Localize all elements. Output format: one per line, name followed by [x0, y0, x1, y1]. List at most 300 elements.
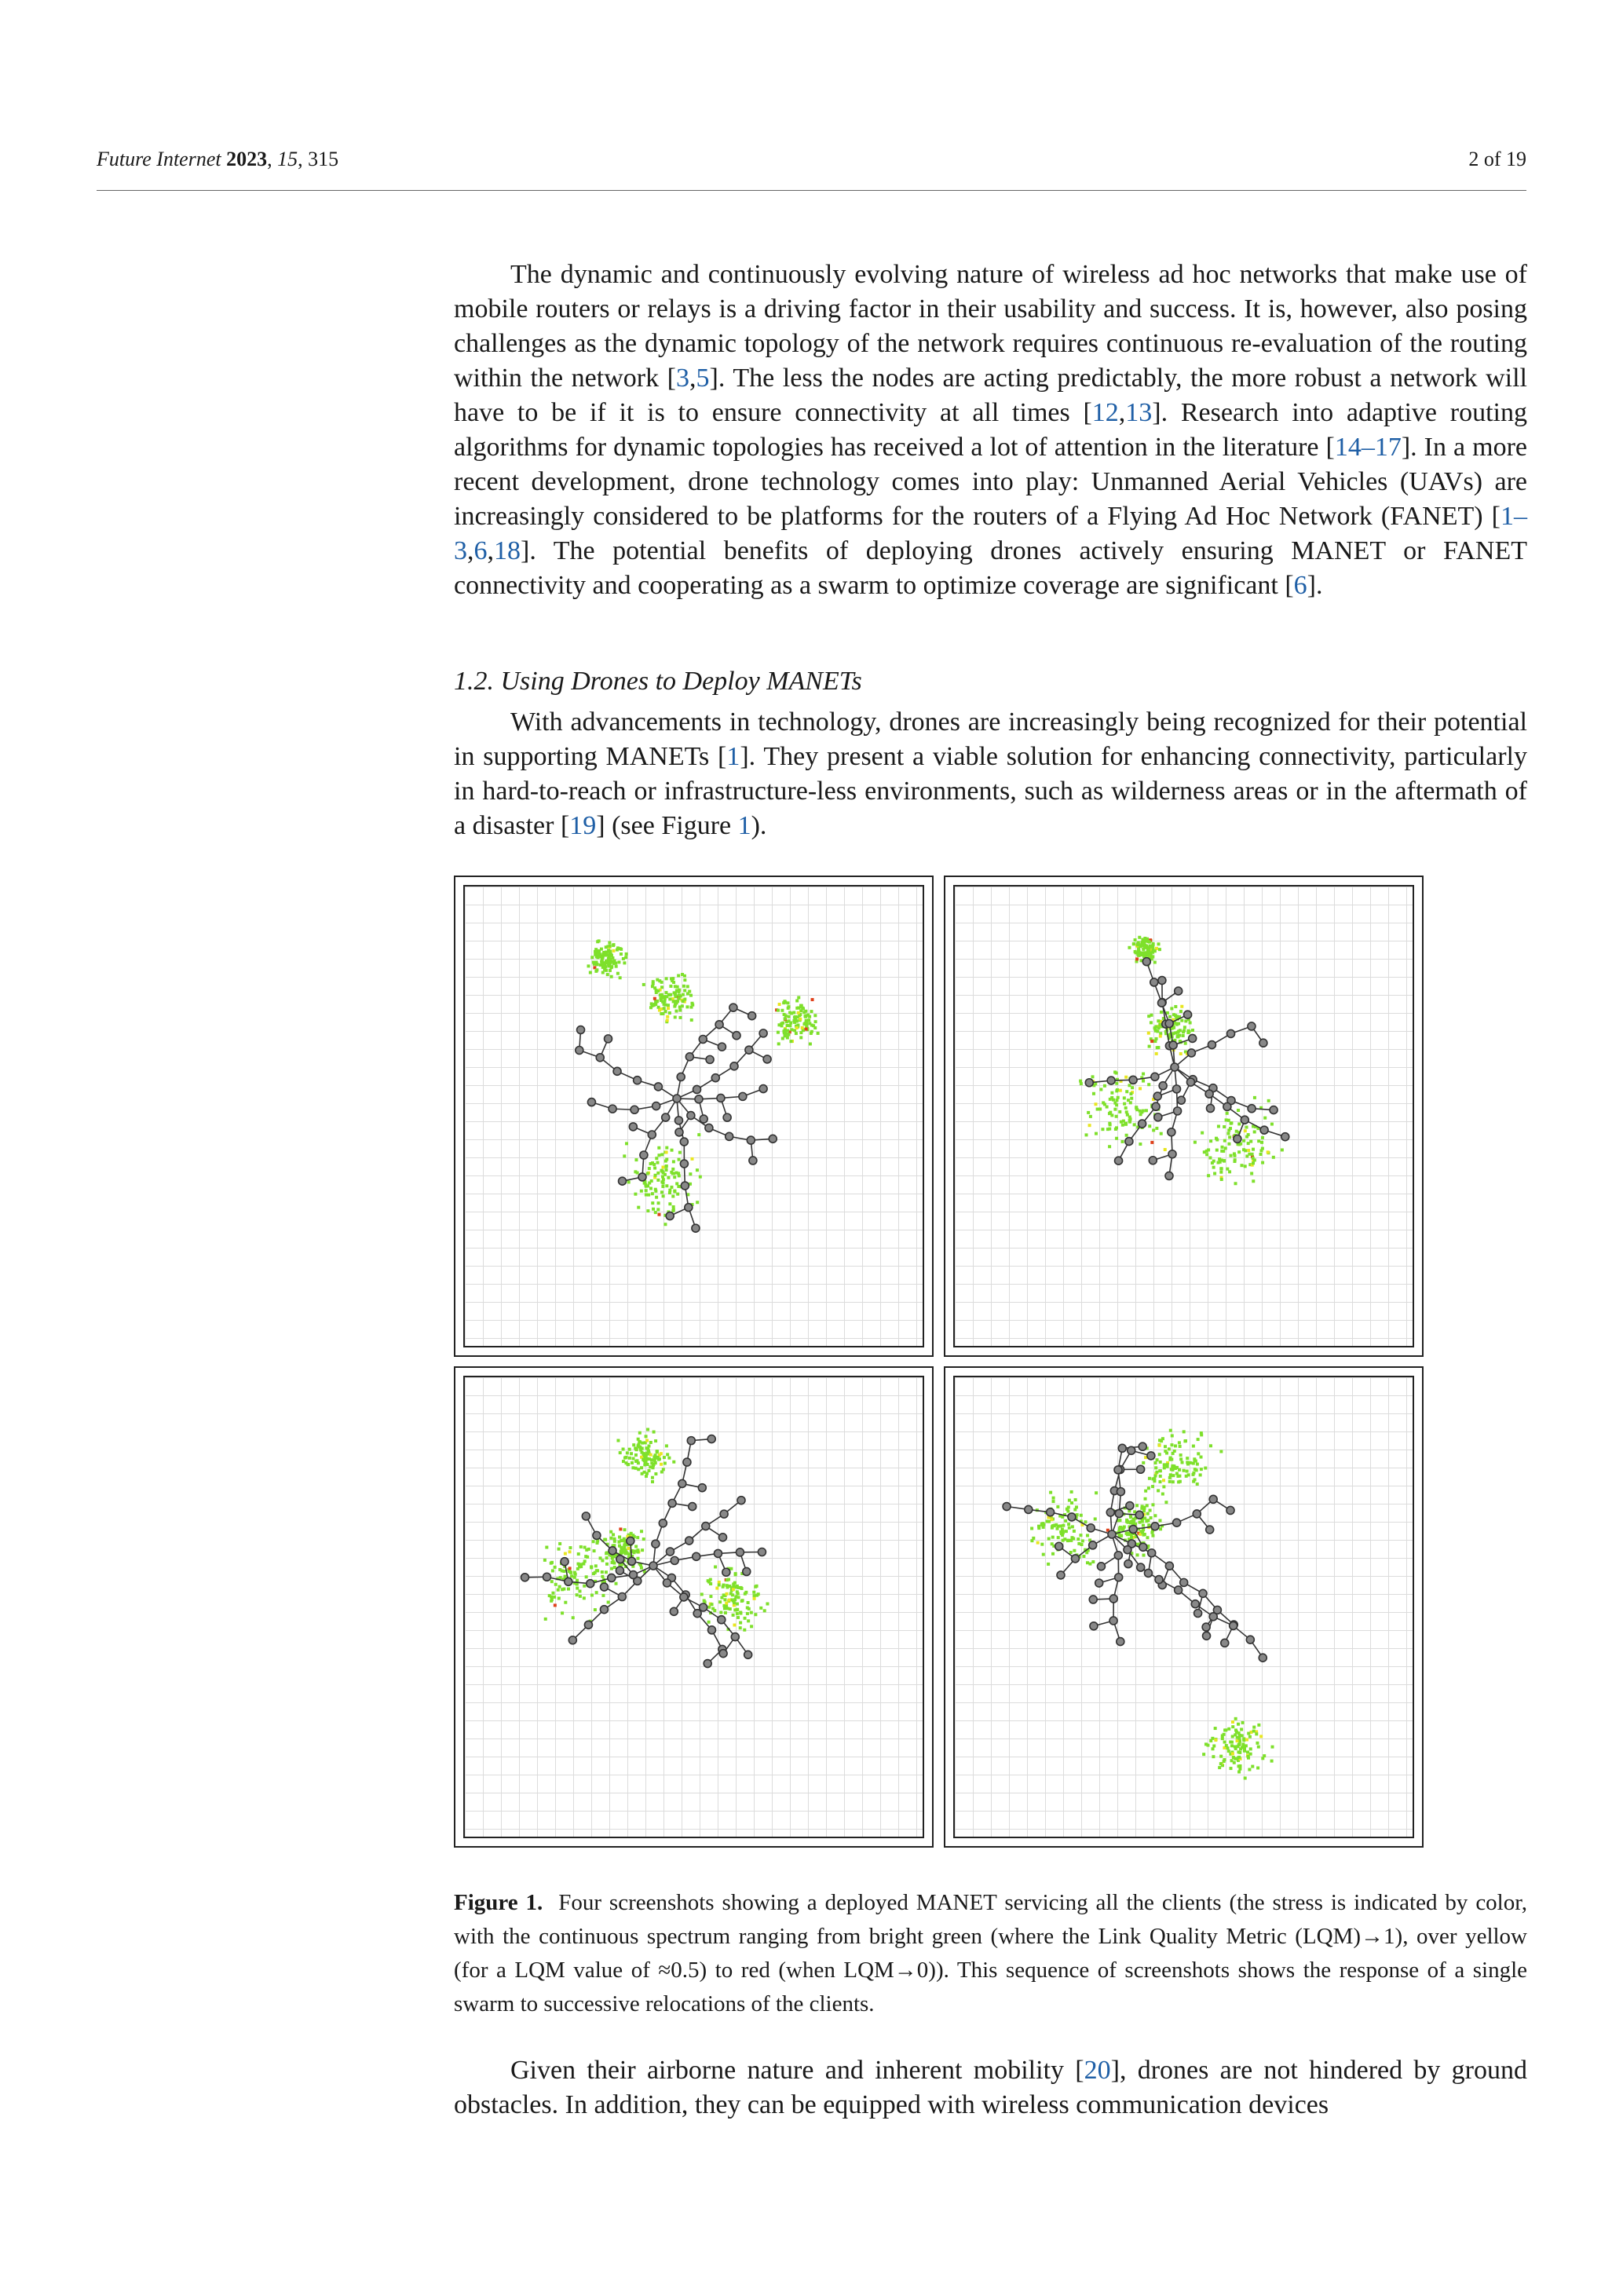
client-dot	[1247, 1149, 1250, 1152]
client-dot	[1184, 1042, 1187, 1045]
drone-node	[1186, 1078, 1194, 1086]
client-dot	[1123, 1096, 1126, 1099]
client-dot	[1175, 1015, 1179, 1018]
client-dot	[1123, 1102, 1126, 1106]
client-dot	[1088, 1563, 1091, 1566]
client-dot	[587, 964, 590, 967]
client-dot	[1139, 1087, 1142, 1090]
client-dot	[663, 997, 667, 1000]
drone-node	[1106, 1508, 1114, 1516]
client-dot	[805, 1025, 808, 1028]
client-dot	[557, 1548, 561, 1551]
journal-volume: 15	[277, 148, 298, 170]
client-dot	[1142, 1080, 1145, 1083]
drone-node	[618, 1592, 626, 1600]
client-dot	[1077, 1542, 1080, 1545]
client-dot	[645, 1435, 648, 1438]
client-dot	[1242, 1148, 1245, 1151]
client-dot	[647, 1469, 650, 1472]
client-dot	[601, 971, 605, 974]
drone-node	[1003, 1503, 1011, 1511]
citation-link[interactable]: 3	[676, 364, 690, 393]
client-dot	[1237, 1743, 1241, 1746]
client-dot	[1158, 1444, 1161, 1447]
figure-link[interactable]: 1	[737, 811, 751, 840]
client-dot	[1202, 1753, 1205, 1756]
drone-node	[1191, 1600, 1199, 1608]
client-dot	[1037, 1525, 1040, 1528]
client-dot	[1172, 1464, 1175, 1468]
client-dot	[1103, 1102, 1106, 1106]
journal-name: Future Internet	[97, 148, 221, 170]
drone-node	[627, 1537, 634, 1545]
client-dot	[651, 1192, 654, 1195]
client-dot	[1126, 1113, 1129, 1117]
client-dot	[1164, 1450, 1167, 1453]
drone-node	[707, 1626, 715, 1634]
client-dot	[1126, 1533, 1129, 1536]
client-dot	[1135, 1106, 1138, 1109]
client-dot	[1259, 1149, 1263, 1152]
network-plot-2	[955, 887, 1416, 1349]
client-dot	[1179, 1052, 1183, 1055]
client-dot	[1184, 1439, 1187, 1442]
client-dot	[568, 1550, 572, 1553]
client-dot	[625, 952, 628, 956]
client-dot	[1234, 1728, 1237, 1731]
drone-node	[1174, 1107, 1182, 1115]
client-dot	[1168, 1458, 1172, 1461]
client-dot	[1215, 1149, 1219, 1152]
client-dot	[709, 1582, 712, 1585]
client-dot	[1150, 1021, 1153, 1024]
client-dot	[1135, 957, 1139, 960]
drone-node	[1221, 1639, 1229, 1647]
client-dot	[1109, 1111, 1112, 1114]
drone-node	[1090, 1622, 1098, 1630]
drone-node	[593, 1531, 601, 1539]
client-dot	[1230, 1122, 1233, 1125]
client-dot	[1207, 1148, 1210, 1151]
drone-node	[1177, 1096, 1185, 1104]
client-dot	[686, 992, 689, 995]
drone-node	[692, 1224, 700, 1232]
client-dot	[709, 1595, 712, 1598]
client-dot	[1158, 1453, 1161, 1456]
citation-link[interactable]: 6	[1293, 571, 1307, 600]
client-dot	[585, 1575, 588, 1578]
client-dot	[1235, 1130, 1238, 1133]
client-dot	[1281, 1148, 1284, 1151]
client-dot	[799, 1031, 802, 1034]
client-dot	[603, 967, 606, 971]
client-dot	[715, 1587, 718, 1590]
client-dot	[667, 1457, 671, 1460]
client-dot	[1040, 1543, 1044, 1546]
client-dot	[670, 1171, 673, 1174]
client-dot	[1062, 1524, 1065, 1527]
client-dot	[814, 1020, 817, 1023]
client-dot	[734, 1595, 737, 1598]
drone-node	[1155, 1576, 1163, 1584]
client-dot	[750, 1625, 753, 1628]
client-dot	[1248, 1153, 1251, 1156]
drone-node	[695, 1095, 703, 1103]
drone-node	[1055, 1542, 1063, 1550]
client-dot	[1126, 1520, 1129, 1523]
client-dot	[1147, 1486, 1150, 1490]
client-dot	[1042, 1523, 1045, 1526]
drone-node	[693, 1552, 700, 1560]
client-dot	[1220, 1167, 1223, 1170]
client-dot	[663, 1462, 667, 1465]
citation-link[interactable]: 1–3	[454, 502, 1527, 565]
citation-link[interactable]: 6	[473, 536, 488, 565]
client-dot	[678, 1158, 681, 1161]
client-dot	[1147, 1083, 1150, 1086]
client-dot	[1151, 1503, 1154, 1506]
client-dot	[1228, 1170, 1231, 1173]
drone-node	[722, 1568, 730, 1576]
client-dot	[624, 1461, 627, 1464]
drone-node	[681, 1182, 689, 1190]
client-dot	[1157, 942, 1161, 945]
client-dot	[1186, 1457, 1189, 1460]
drone-node	[1168, 1128, 1175, 1136]
client-dot	[554, 1583, 557, 1586]
drone-node	[1173, 1085, 1181, 1093]
client-dot	[1148, 1045, 1151, 1048]
client-dot	[810, 1010, 813, 1013]
drone-node	[700, 1115, 707, 1123]
citation-link[interactable]: 20	[1084, 2056, 1111, 2085]
client-dot	[1199, 1473, 1202, 1476]
client-dot	[809, 1042, 812, 1045]
citation-link[interactable]: 19	[569, 811, 597, 840]
client-dot	[796, 1024, 799, 1027]
client-dot	[613, 1537, 616, 1541]
drone-node	[758, 1548, 766, 1556]
client-dot	[1188, 1030, 1191, 1033]
client-dot	[640, 1530, 643, 1533]
client-dot	[1163, 1463, 1166, 1466]
client-dot	[1243, 1749, 1246, 1753]
client-dot	[1223, 1728, 1226, 1731]
client-dot	[727, 1578, 730, 1581]
client-dot	[1047, 1563, 1050, 1566]
client-dot	[733, 1581, 737, 1585]
client-dot	[1230, 1744, 1234, 1747]
client-dot	[628, 1457, 631, 1460]
client-dot	[1139, 1110, 1142, 1113]
drone-node	[719, 1534, 727, 1541]
citation-link[interactable]: 12	[1091, 398, 1119, 427]
client-dot	[1124, 1123, 1128, 1126]
client-dot	[1157, 1019, 1160, 1022]
drone-node	[1135, 1511, 1143, 1519]
client-dot	[1091, 1560, 1095, 1563]
client-dot	[634, 1549, 637, 1552]
client-dot	[568, 1546, 572, 1549]
drone-node	[582, 1512, 590, 1520]
client-dot	[663, 1173, 667, 1176]
client-dot	[1139, 945, 1142, 948]
client-dot	[654, 1211, 657, 1214]
drone-node	[685, 1204, 693, 1212]
citation-link[interactable]: 14–17	[1334, 433, 1402, 462]
client-dot	[660, 1190, 663, 1194]
client-dot	[1113, 1102, 1117, 1105]
client-dot	[1095, 1491, 1098, 1494]
client-dot	[1197, 1438, 1200, 1441]
client-dot	[1252, 1161, 1255, 1164]
client-dot	[583, 1546, 587, 1549]
client-dot	[662, 1178, 665, 1181]
client-dot	[642, 1452, 645, 1455]
client-dot	[682, 1000, 685, 1003]
client-dot	[674, 1010, 678, 1013]
client-dot	[649, 1162, 652, 1165]
drone-node	[1137, 1563, 1145, 1571]
drone-node	[628, 1557, 636, 1565]
page-number: 2 of 19	[1468, 148, 1526, 170]
client-dot	[789, 1040, 792, 1043]
drone-node	[666, 1212, 674, 1220]
client-dot	[668, 1202, 671, 1205]
client-dot	[573, 1576, 576, 1579]
client-dot	[1195, 1468, 1198, 1472]
drone-node	[689, 1503, 696, 1511]
client-dot	[605, 1570, 608, 1574]
figure-1	[454, 876, 1424, 1849]
client-dot	[635, 1459, 638, 1462]
client-dot	[735, 1608, 738, 1611]
client-dot	[1130, 1097, 1133, 1100]
client-dot	[1174, 1444, 1177, 1447]
client-dot	[722, 1584, 725, 1587]
client-dot	[654, 1174, 657, 1177]
client-dot	[676, 1193, 679, 1196]
client-dot	[1112, 1099, 1115, 1102]
client-dot	[763, 1609, 766, 1612]
client-dot	[579, 1595, 582, 1598]
client-dot	[747, 1619, 750, 1622]
client-dot	[1095, 1102, 1098, 1106]
client-dot	[1221, 1146, 1224, 1149]
client-dot	[671, 979, 674, 982]
subsection-heading: 1.2. Using Drones to Deploy MANETs	[454, 667, 862, 696]
client-dot	[1056, 1505, 1059, 1508]
drone-node	[1209, 1613, 1217, 1621]
drone-node	[747, 1136, 755, 1144]
client-dot	[709, 1578, 712, 1581]
client-dot	[661, 1165, 664, 1168]
client-dot	[636, 1551, 639, 1554]
client-dot	[613, 1566, 616, 1569]
client-dot	[1204, 1467, 1207, 1470]
client-dot	[718, 1581, 721, 1584]
citation-link[interactable]: 5	[696, 364, 710, 393]
citation-link[interactable]: 18	[494, 536, 521, 565]
client-dot	[651, 1480, 654, 1483]
drone-node	[1139, 1442, 1146, 1450]
drone-node	[1144, 1569, 1152, 1577]
client-dot	[640, 1466, 643, 1469]
drone-node	[1095, 1579, 1103, 1587]
client-dot	[611, 1556, 614, 1559]
client-dot	[589, 971, 592, 974]
client-dot	[1211, 1161, 1214, 1164]
client-dot	[672, 1160, 675, 1163]
client-dot	[652, 1004, 656, 1007]
client-dot	[805, 1022, 808, 1025]
client-dot	[653, 1459, 656, 1462]
drone-node	[702, 1523, 710, 1530]
client-dot	[1229, 1740, 1232, 1743]
client-dot	[722, 1593, 726, 1596]
client-dot	[678, 989, 681, 992]
client-dot	[624, 1552, 627, 1555]
client-dot	[1251, 1765, 1254, 1768]
client-dot	[653, 997, 656, 1000]
citation-link[interactable]: 13	[1125, 398, 1153, 427]
client-dot	[672, 1461, 675, 1464]
client-dot	[784, 1000, 787, 1004]
client-dot	[734, 1572, 737, 1575]
client-dot	[1159, 1035, 1162, 1038]
client-dot	[726, 1584, 729, 1587]
client-dot	[1052, 1500, 1055, 1503]
figure-label: Figure 1.	[454, 1890, 543, 1915]
drone-node	[616, 1556, 624, 1563]
client-dot	[1244, 1776, 1247, 1779]
client-dot	[660, 981, 663, 984]
client-dot	[1267, 1150, 1270, 1153]
client-dot	[752, 1591, 755, 1594]
client-dot	[1227, 1143, 1230, 1146]
client-dot	[627, 1547, 630, 1550]
client-dot	[1212, 1744, 1215, 1747]
client-dot	[1226, 1168, 1229, 1171]
drone-node	[1184, 1011, 1192, 1018]
client-dot	[583, 1596, 586, 1600]
citation-link[interactable]: 1	[726, 742, 740, 771]
client-dot	[1231, 1735, 1234, 1738]
client-dot	[1179, 1480, 1182, 1483]
client-dot	[673, 1175, 676, 1179]
client-dot	[661, 1000, 664, 1004]
drone-node	[673, 1095, 681, 1102]
client-dot	[718, 1600, 722, 1603]
client-dot	[1177, 1022, 1180, 1026]
client-dot	[1209, 1139, 1212, 1143]
client-dot	[598, 939, 601, 942]
client-dot	[657, 1006, 660, 1009]
client-dot	[1229, 1767, 1232, 1770]
client-dot	[1115, 1137, 1118, 1140]
client-dot	[1255, 1732, 1258, 1735]
client-dot	[1115, 1126, 1118, 1129]
client-dot	[600, 960, 603, 963]
client-dot	[1267, 1099, 1270, 1102]
drone-node	[1109, 1617, 1117, 1625]
drone-node	[1158, 977, 1166, 985]
drone-node	[1259, 1654, 1267, 1662]
client-dot	[1169, 1429, 1172, 1432]
client-dot	[601, 963, 605, 966]
client-dot	[569, 1570, 572, 1574]
client-dot	[1142, 1524, 1145, 1527]
client-dot	[1238, 1739, 1241, 1742]
client-dot	[1153, 1479, 1156, 1483]
client-dot	[1051, 1552, 1055, 1556]
client-dot	[729, 1567, 733, 1570]
drone-node	[706, 1055, 714, 1063]
client-dot	[663, 1456, 666, 1459]
client-dot	[1141, 1531, 1144, 1534]
client-dot	[579, 1565, 583, 1568]
client-dot	[686, 985, 689, 988]
client-dot	[1148, 1477, 1151, 1480]
drone-node	[1087, 1524, 1095, 1532]
drone-node	[605, 1035, 612, 1043]
drone-node	[1137, 1465, 1145, 1473]
client-dot	[1243, 1745, 1246, 1748]
client-dot	[1156, 1458, 1159, 1461]
drone-node	[1147, 1452, 1155, 1460]
drone-node	[568, 1636, 576, 1644]
client-dot	[656, 1450, 659, 1453]
client-dot	[707, 1621, 711, 1624]
client-dot	[610, 954, 613, 957]
client-dot	[612, 1533, 615, 1536]
drone-node	[1107, 1077, 1115, 1084]
client-dot	[736, 1590, 739, 1593]
client-dot	[1073, 1530, 1076, 1533]
client-dot	[576, 1593, 579, 1596]
client-dot	[605, 1552, 608, 1555]
drone-node	[1165, 1020, 1173, 1028]
client-dot	[1168, 1480, 1172, 1483]
caption-text: Four screenshots showing a deployed MANET servicing all the clients (the stress is indicated by color, with the continuous spectrum ranging from bright green (where the Link Quality Metric (LQM)→1), over yellow (for a LQM value of ≈0.5) to red (when LQM→0)). This sequence of screenshots shows the response of a single swarm to successive relocations of the clients.	[454, 1890, 1527, 2016]
drone-node	[1180, 1578, 1188, 1586]
client-dot	[590, 956, 594, 959]
client-dot	[615, 1582, 618, 1585]
client-dot	[673, 1190, 676, 1193]
client-dot	[1084, 1520, 1087, 1523]
body-paragraph-2: With advancements in technology, drones are increasingly being recognized for their potential in supporting MANETs [1]. They present a viable solution for enhancing connectivity, particularly in hard-to-reach or infrastructure-less environments, such as wilderness areas or in the aftermath of a disaster [19] (see Figure 1).	[454, 707, 1527, 840]
client-dot	[1237, 1764, 1241, 1768]
client-dot	[645, 1189, 648, 1192]
drone-node	[1187, 1049, 1195, 1057]
client-dot	[572, 1616, 575, 1619]
client-dot	[554, 1603, 557, 1607]
client-dot	[607, 963, 610, 966]
client-dot	[1240, 1727, 1243, 1731]
client-dot	[1248, 1735, 1252, 1738]
client-dot	[610, 1567, 613, 1570]
client-dot	[1086, 1561, 1089, 1564]
client-dot	[1180, 1019, 1183, 1022]
drone-node	[718, 1043, 726, 1051]
drone-node	[733, 1032, 740, 1040]
client-dot	[781, 1022, 784, 1025]
client-dot	[649, 1465, 652, 1468]
client-dot	[607, 1600, 610, 1603]
client-dot	[1261, 1161, 1264, 1164]
drone-node	[652, 1102, 660, 1110]
client-dot	[1052, 1497, 1055, 1500]
